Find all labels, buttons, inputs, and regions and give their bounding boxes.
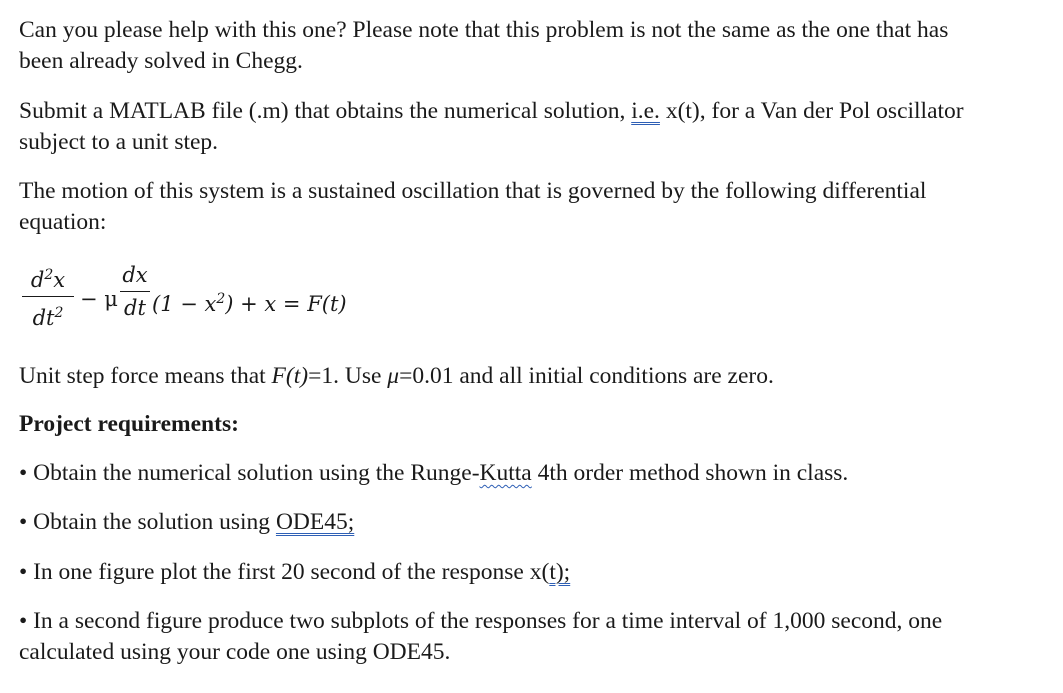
frac2-denominator: dt — [124, 296, 146, 320]
motion-line-2: equation: — [19, 209, 107, 235]
frac1-bar — [22, 296, 74, 297]
item1-pre: • Obtain the numerical solution using the Runge- — [19, 460, 480, 486]
requirement-item-1 — [19, 458, 848, 489]
requirement-item-3 — [19, 557, 570, 588]
unit-step-mid: =1. Use — [308, 363, 388, 389]
intro-line-1: Can you please help with this one? Please note that this problem is not the same as the one that has — [19, 17, 949, 43]
frac2-bar — [120, 291, 150, 292]
item1-post: 4th order method shown in class. — [531, 460, 849, 486]
submit-line-1 — [19, 96, 964, 127]
frac2-numerator: dx — [122, 263, 148, 287]
requirement-item-4-line-1: • In a second figure produce two subplots of the responses for a time interval of 1,000 second, one — [19, 608, 943, 634]
item3-pre: • In one figure plot the first 20 second of the response x( — [19, 559, 550, 585]
frac1-denominator: $dt^2$ — [32, 305, 64, 330]
frac1-numerator: $d^2x$ — [30, 267, 66, 292]
ie-text: i.e. — [631, 98, 660, 124]
unit-step-pre: Unit step force means that — [19, 363, 272, 389]
requirement-item-4-line-2: calculated using your code one using ODE45. — [19, 639, 451, 665]
ft-text: F(t) — [271, 363, 309, 389]
first-derivative-fraction — [120, 262, 150, 321]
unit-step-line — [19, 361, 774, 392]
submit-text-pre: Submit a MATLAB file (.m) that obtains the numerical solution, — [19, 98, 632, 124]
differential-equation — [22, 262, 422, 332]
item2-pre: • Obtain the solution using — [19, 509, 276, 535]
requirement-item-2 — [19, 507, 354, 538]
equation-rest: $(1 - x^2) + x = F(t)$ — [152, 291, 347, 316]
requirements-heading: Project requirements: — [19, 411, 239, 437]
t-text: t); — [549, 559, 571, 585]
ode45-text: ODE45; — [275, 509, 355, 535]
kutta-text: Kutta — [479, 460, 532, 486]
mu-symbol: μ — [387, 363, 400, 389]
intro-line-2: been already solved in Chegg. — [19, 48, 303, 74]
minus-mu: − μ — [80, 287, 118, 311]
unit-step-post: =0.01 and all initial conditions are zero. — [399, 363, 774, 389]
second-derivative-fraction — [22, 262, 74, 331]
submit-text-post: x(t), for a Van der Pol oscillator — [659, 98, 964, 124]
submit-line-2: subject to a unit step. — [19, 129, 219, 155]
motion-line-1: The motion of this system is a sustained oscillation that is governed by the following differential — [19, 178, 927, 204]
